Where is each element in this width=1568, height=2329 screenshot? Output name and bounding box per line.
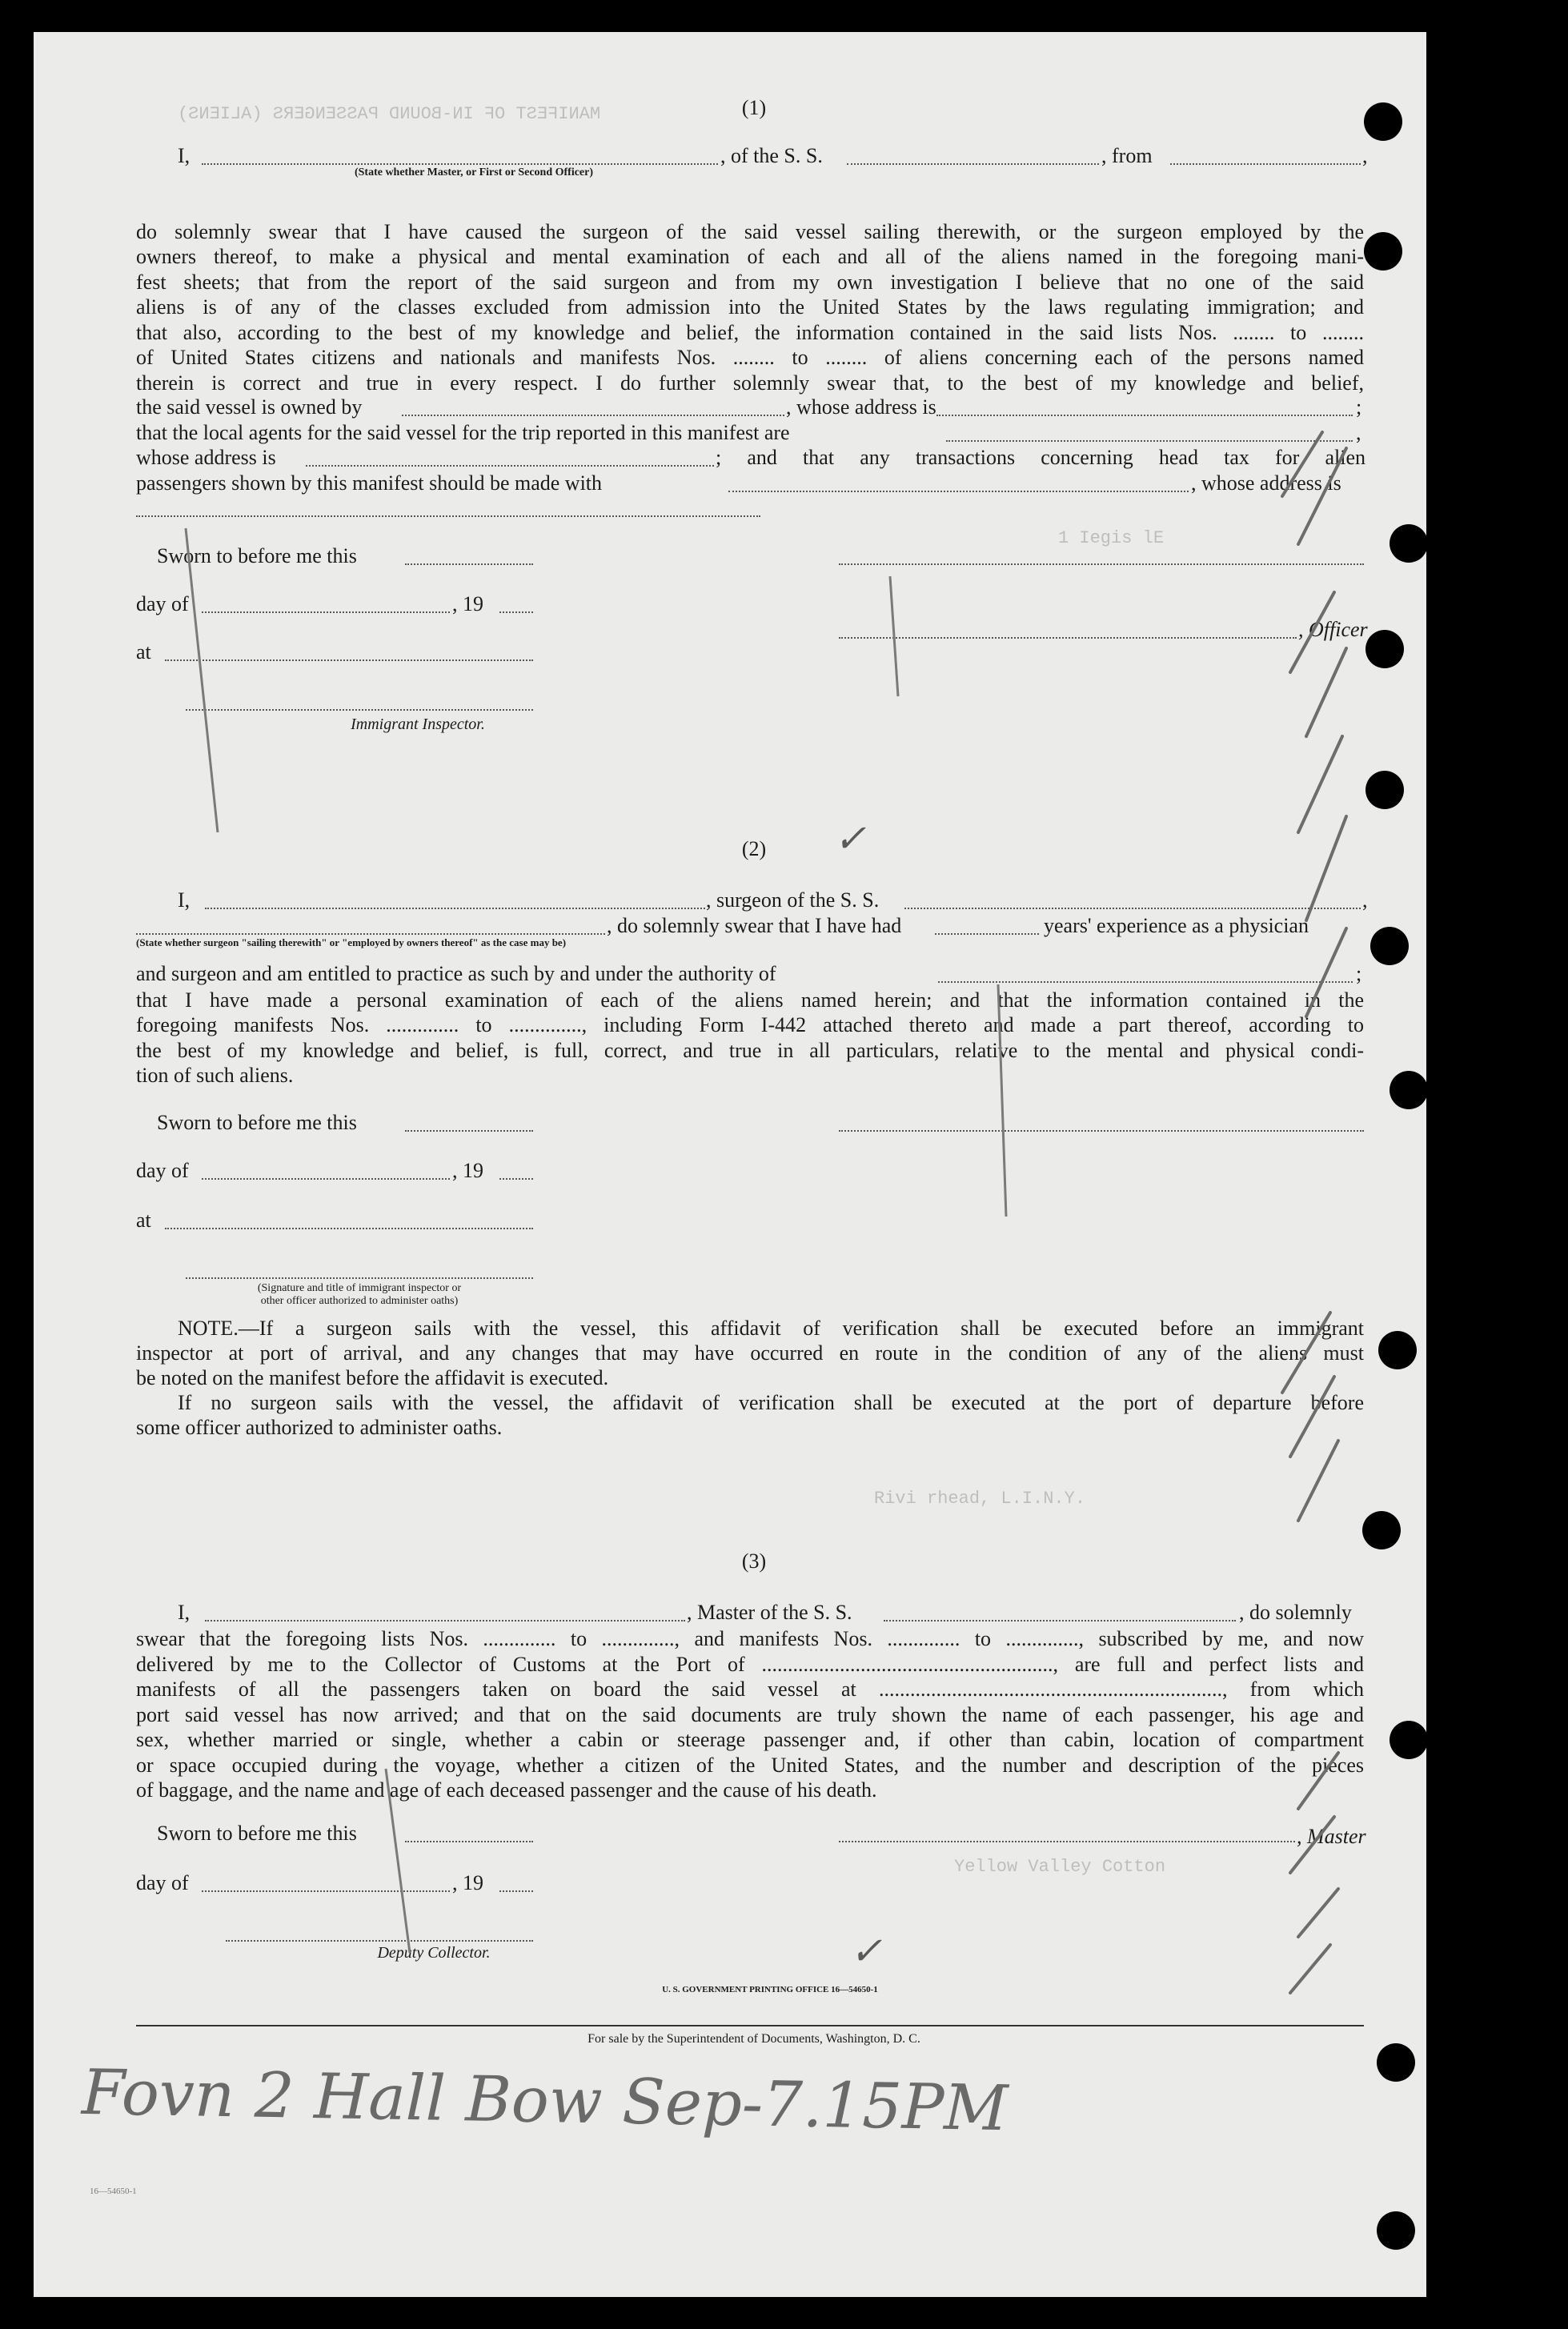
punch-hole	[1390, 1071, 1428, 1109]
s3-paragraph-line: manifests of all the passengers taken on board the said vessel at .................................................................., from which	[136, 1678, 1364, 1701]
s1-owner-address-label: , whose address is	[786, 395, 936, 419]
s3-paragraph-line: of baggage, and the name and age of each deceased passenger and the cause of his death.	[136, 1778, 877, 1802]
s2-note-line: NOTE.—If a surgeon sails with the vessel, this affidavit of verification shall be executed before an immigrant	[178, 1317, 1364, 1340]
s1-paragraph-line: do solemnly swear that I have caused the surgeon of the said vessel sailing therewith, or the surgeon employed by the	[136, 220, 1364, 243]
s2-paragraph-line: the best of my knowledge and belief, is full, correct, and true in all particulars, relative to the mental and physical condi-	[136, 1039, 1364, 1062]
s2-ss-label: , surgeon of the S. S.	[706, 888, 880, 912]
s3-day-of-label: day of	[136, 1871, 189, 1894]
s3-paragraph-line: or space occupied during the voyage, whether a citizen of the United States, and the number and description of the pieces	[136, 1754, 1364, 1777]
s1-sworn-label: Sworn to before me this	[157, 544, 357, 567]
s1-paragraph-line: of United States citizens and nationals and manifests Nos. ........ to ........ of aliens concerning each of the persons named	[136, 346, 1364, 369]
section-2-number: (2)	[741, 837, 767, 860]
s2-paragraph-line: tion of such aliens.	[136, 1064, 294, 1087]
s1-at-label: at	[136, 640, 151, 663]
s3-deputy-label: Deputy Collector.	[377, 1944, 491, 1962]
punch-hole	[1365, 771, 1404, 809]
s3-sworn-label: Sworn to before me this	[157, 1822, 357, 1845]
manifest-page: MANIFEST OF IN-BOUND PASSENGERS (ALIENS) 1 Iegis lE Rivi rhead, L.I.N.Y. Yellow Valley Cotton (1) I, , of the S. S. , from , (State whether Master, or First or Second Officer) do solemnly swear that I have caused the surgeon of the said vessel sailing therewith, or the surgeon employed by the owners thereof, to make a physical and mental examination of each and all of the aliens named in the foregoing mani- fest sheets; that from the report of the said surgeon and from my own investigation I believe that no one of the said aliens is of any of the classes excluded from admission into the United States by the laws regulating immigration; and that also, according to the best of my knowledge and belief, the information contained in the said lists Nos. ........ to ........ of United States citizens and nationals and manifests Nos. ........ to ........ of aliens concerning each of the persons named therein is correct and true in every respect. I do further solemnly swear that, to the best of my knowledge and belief, the said vessel is owned by , whose address is ; that the local agents for the said vessel for the trip reported in this manifest are , whose address is ; and that any transactions concerning head tax for alien passengers shown by this manifest should be made with , whose address is Sworn to before me this day of , 19 , Officer at Immigrant Inspector. (2) I, , surgeon of the S. S. , , do solemnly swear that I have had years' experience as a physician (State whether surgeon "sailing therewith" or "employed by owners thereof" as the case may be) and surgeon and am entitled to practice as such by and under the authority of ; that I have made a personal examination of each of the aliens named herein; and that the information contained in the foregoing manifests Nos. .............. to .............., including Form I-442 attached thereto and made a part thereof, according to the best of my knowledge and belief, is full, correct, and true in all particulars, relative to the mental and physical condi- tion of such aliens. Sworn to before me this day of , 19 at (Signature and title of immigrant inspector or other officer authorized to administer oaths) NOTE.—If a surgeon sails with the vessel, this affidavit of verification shall be executed before an immigrant inspector at port of arrival, and any changes that may have occurred en route in the condition of any of the aliens must be noted on the manifest before the affidavit is executed. If no surgeon sails with the vessel, the affidavit of verification shall be executed at the port of departure before some officer authorized to administer oaths. (3) I, , Master of the S. S. , do solemnly swear that the foregoing lists Nos. .............. to .............., and manifests Nos. .............. to .............., subscribed by me, and now delivered by me to the Collector of Customs at the Port of ........................................................, are full and perfect lists and manifests of all the passengers taken on board the said vessel at .................................................................., from which port said vessel has now arrived; and that on the said documents are truly shown the name of each passenger, his age and sex, whether married or single, whether a cabin or steerage passenger and, if other than cabin, location of compartment or space occupied during the voyage, whether a citizen of the United States, and the number and description of the pieces of baggage, and the name and age of each deceased passenger and the cause of his death. Sworn to before me this , Master day of , 19 Deputy Collector. U. S. GOVERNMENT PRINTING OFFICE 16—54650-1 For sale by the Superintendent of Documents, Washington, D. C. 16—54650-1 Fovn 2 Hall Bow Sep-7.15PM ✓ ✓	[34, 32, 1426, 2297]
s3-paragraph-line: delivered by me to the Collector of Customs at the Port of ........................................................, are full and perfect lists and	[136, 1653, 1364, 1676]
s3-paragraph-line: swear that the foregoing lists Nos. .............. to .............., and manifests Nos. .............. to .............., subscribed by me, and now	[136, 1627, 1364, 1650]
s1-day-of-label: day of	[136, 592, 189, 615]
s2-at-label: at	[136, 1209, 151, 1232]
s2-sworn-label: Sworn to before me this	[157, 1111, 357, 1134]
s2-experience-text: years' experience as a physician	[1044, 914, 1309, 937]
s1-from-label: , from	[1101, 144, 1153, 167]
corner-form-number: 16—54650-1	[90, 2187, 137, 2196]
punch-hole	[1365, 630, 1404, 668]
section-3-number: (3)	[741, 1549, 767, 1573]
punch-hole	[1364, 232, 1402, 271]
s1-paragraph-line: aliens is of any of the classes excluded from admission into the United States by the laws regulating immigration; and	[136, 295, 1364, 319]
section-1-number: (1)	[741, 96, 767, 119]
s1-line1-comma: ,	[1362, 144, 1368, 167]
s3-year-label: , 19	[452, 1871, 483, 1894]
s1-year-label: , 19	[452, 592, 483, 615]
punch-hole	[1370, 927, 1409, 965]
s1-paragraph-line: owners thereof, to make a physical and mental examination of each and all of the aliens named in the foregoing mani-	[136, 245, 1364, 268]
s1-owner-semicolon: ;	[1356, 395, 1362, 419]
s2-note-line: be noted on the manifest before the affidavit is executed.	[136, 1366, 609, 1389]
punch-hole	[1362, 1511, 1401, 1549]
handwritten-mark: ✓	[834, 816, 867, 861]
s1-passengers-label: passengers shown by this manifest should be made with	[136, 471, 603, 495]
check-marks	[34, 32, 1426, 2297]
s3-i-label: I,	[178, 1601, 190, 1624]
s2-line1-comma: ,	[1362, 888, 1368, 912]
s2-surgeon-note: (State whether surgeon "sailing therewith" or "employed by owners thereof" as the case may be)	[136, 936, 567, 948]
s2-day-of-label: day of	[136, 1159, 189, 1182]
s1-officer-note: (State whether Master, or First or Second Officer)	[354, 166, 594, 178]
punch-hole	[1390, 1721, 1428, 1759]
s1-paragraph-line: fest sheets; that from the report of the said surgeon and from my own investigation I believe that no one of the said	[136, 271, 1364, 294]
gpo-imprint: U. S. GOVERNMENT PRINTING OFFICE 16—54650-1	[662, 1985, 878, 1994]
s1-inspector-label: Immigrant Inspector.	[351, 716, 485, 733]
s2-authority-semicolon: ;	[1356, 962, 1362, 985]
s1-agents-comma: ,	[1356, 421, 1361, 444]
sale-notice: For sale by the Superintendent of Documents, Washington, D. C.	[587, 2032, 920, 2046]
s1-owned-by-label: the said vessel is owned by	[136, 395, 363, 419]
s2-i-label: I,	[178, 888, 190, 912]
s3-paragraph-line: sex, whether married or single, whether a cabin or steerage passenger and, if other than cabin, location of compartment	[136, 1728, 1364, 1751]
s2-solemnly-swear-text: , do solemnly swear that I have had	[607, 914, 902, 937]
s2-paragraph-line: foregoing manifests Nos. .............. to .............., including Form I-442 attached thereto and made a part thereof, according to	[136, 1013, 1364, 1036]
s3-solemnly-label: , do solemnly	[1239, 1601, 1352, 1624]
s1-head-tax-text: ; and that any transactions concerning head tax for alien	[716, 446, 1365, 469]
s3-paragraph-line: port said vessel has now arrived; and that on the said documents are truly shown the name of each passenger, his age and	[136, 1703, 1364, 1726]
s1-paragraph-line: therein is correct and true in every respect. I do further solemnly swear that, to the best of my knowledge and belief,	[136, 371, 1364, 395]
s1-paragraph-line: that also, according to the best of my knowledge and belief, the information contained in the said lists Nos. ........ to ........	[136, 321, 1364, 344]
s1-i-label: I,	[178, 144, 190, 167]
punch-hole	[1390, 524, 1428, 563]
punch-hole	[1377, 2211, 1415, 2250]
punch-hole	[1377, 2043, 1415, 2082]
s2-year-label: , 19	[452, 1159, 483, 1182]
s2-note-line: If no surgeon sails with the vessel, the affidavit of verification shall be executed at the port of departure before	[178, 1391, 1364, 1414]
s2-signature-note-2: other officer authorized to administer oaths)	[260, 1295, 459, 1307]
punch-hole	[1378, 1331, 1417, 1369]
s2-paragraph-line: that I have made a personal examination of each of the aliens named herein; and that the information contained in the	[136, 988, 1364, 1012]
s2-authority-text: and surgeon and am entitled to practice as such by and under the authority of	[136, 962, 776, 985]
s1-agents-label: that the local agents for the said vessel for the trip reported in this manifest are	[136, 421, 790, 444]
s3-ss-label: , Master of the S. S.	[687, 1601, 852, 1624]
s3-master-label: , Master	[1297, 1825, 1366, 1848]
s2-signature-note-1: (Signature and title of immigrant inspector or	[257, 1282, 462, 1294]
s1-passengers-address-label: , whose address is	[1191, 471, 1341, 495]
s1-ss-label: , of the S. S.	[720, 144, 823, 167]
punch-hole	[1364, 102, 1402, 141]
s2-note-line: inspector at port of arrival, and any changes that may have occurred en route in the condition of any of the aliens must	[136, 1341, 1364, 1365]
s2-note-line: some officer authorized to administer oaths.	[136, 1416, 503, 1439]
s1-officer-label: , Officer	[1298, 618, 1368, 641]
handwritten-margin-note: Fovn 2 Hall Bow Sep-7.15PM	[81, 2056, 1009, 2146]
s1-agents-address-label: whose address is	[136, 446, 276, 469]
handwritten-mark: ✓	[850, 1929, 883, 1974]
